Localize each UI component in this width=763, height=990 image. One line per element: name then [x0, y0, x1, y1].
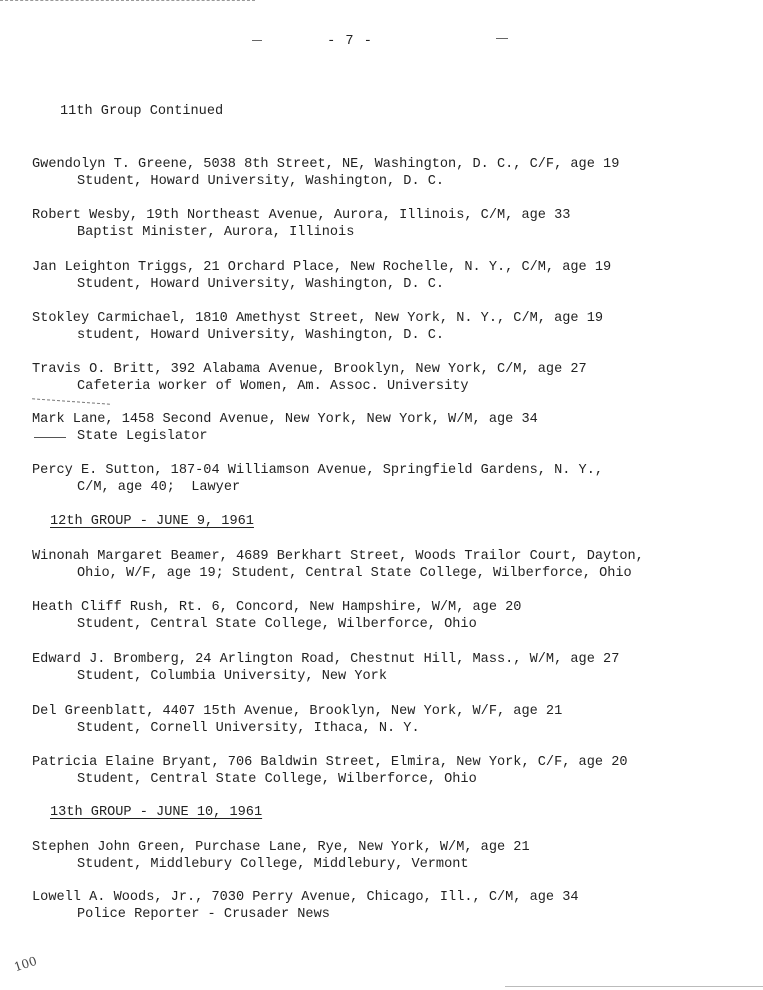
bottom-edge-rule: [505, 986, 763, 987]
entry-line1: Travis O. Britt, 392 Alabama Avenue, Brooklyn, New York, C/M, age 27: [32, 362, 587, 377]
entry-line2: student, Howard University, Washington, D. C.: [77, 328, 445, 343]
list-item: [32, 839, 530, 873]
entry-line2: Baptist Minister, Aurora, Illinois: [77, 225, 355, 240]
handwritten-stroke: [32, 398, 110, 404]
list-item: [32, 703, 562, 737]
entry-line1: Stokley Carmichael, 1810 Amethyst Street, New York, N. Y., C/M, age 19: [32, 311, 604, 326]
page-number: - 7 -: [327, 34, 373, 49]
entry-line2: Ohio, W/F, age 19; Student, Central State College, Wilberforce, Ohio: [77, 566, 632, 581]
handwritten-margin-note: 100: [12, 953, 39, 975]
list-item: [32, 754, 628, 788]
list-item: [32, 889, 579, 923]
list-item: [32, 411, 538, 445]
list-item: [32, 207, 570, 241]
entry-line2: Student, Middlebury College, Middlebury, Vermont: [77, 857, 469, 872]
list-item: [32, 651, 619, 685]
entry-line1: Jan Leighton Triggs, 21 Orchard Place, New Rochelle, N. Y., C/M, age 19: [32, 260, 612, 275]
group-heading-12: 12th GROUP - JUNE 9, 1961: [50, 514, 254, 529]
entry-line1: Robert Wesby, 19th Northeast Avenue, Aurora, Illinois, C/M, age 33: [32, 208, 571, 223]
entry-line2: Student, Central State College, Wilberforce, Ohio: [77, 772, 477, 787]
entry-line2: State Legislator: [77, 429, 208, 444]
top-edge-dashes: [0, 0, 255, 1]
list-item: [32, 361, 587, 395]
entry-line2: Cafeteria worker of Women, Am. Assoc. University: [77, 379, 469, 394]
entry-line1: Patricia Elaine Bryant, 706 Baldwin Street, Elmira, New York, C/F, age 20: [32, 755, 628, 770]
list-item: [32, 156, 619, 190]
group-heading-13: 13th GROUP - JUNE 10, 1961: [50, 805, 263, 820]
list-item: [32, 259, 611, 293]
list-item: [32, 462, 603, 496]
entry-line1: Mark Lane, 1458 Second Avenue, New York, New York, W/M, age 34: [32, 412, 538, 427]
entry-line2: C/M, age 40; Lawyer: [77, 480, 241, 495]
list-item: [32, 548, 644, 582]
list-item: [32, 599, 521, 633]
list-item: [32, 310, 603, 344]
entry-line2: Student, Cornell University, Ithaca, N. Y.: [77, 721, 420, 736]
entry-line1: Winonah Margaret Beamer, 4689 Berkhart Street, Woods Trailor Court, Dayton,: [32, 549, 644, 564]
entry-line2: Student, Central State College, Wilberforce, Ohio: [77, 617, 477, 632]
entry-line1: Stephen John Green, Purchase Lane, Rye, New York, W/M, age 21: [32, 840, 530, 855]
entry-line2: Student, Howard University, Washington, D. C.: [77, 174, 445, 189]
entry-line2: Student, Columbia University, New York: [77, 669, 387, 684]
entry-line1: Edward J. Bromberg, 24 Arlington Road, Chestnut Hill, Mass., W/M, age 27: [32, 652, 620, 667]
entry-line2: Student, Howard University, Washington, D. C.: [77, 277, 445, 292]
entry-line1: Gwendolyn T. Greene, 5038 8th Street, NE, Washington, D. C., C/F, age 19: [32, 157, 620, 172]
entry-line1: Heath Cliff Rush, Rt. 6, Concord, New Hampshire, W/M, age 20: [32, 600, 522, 615]
section-title: 11th Group Continued: [60, 104, 224, 119]
entry-line1: Percy E. Sutton, 187-04 Williamson Avenue, Springfield Gardens, N. Y.,: [32, 463, 604, 478]
entry-line1: Lowell A. Woods, Jr., 7030 Perry Avenue, Chicago, Ill., C/M, age 34: [32, 890, 579, 905]
handwritten-stroke: [34, 437, 66, 438]
entry-line2: Police Reporter - Crusader News: [77, 907, 330, 922]
entry-line1: Del Greenblatt, 4407 15th Avenue, Brooklyn, New York, W/F, age 21: [32, 704, 563, 719]
